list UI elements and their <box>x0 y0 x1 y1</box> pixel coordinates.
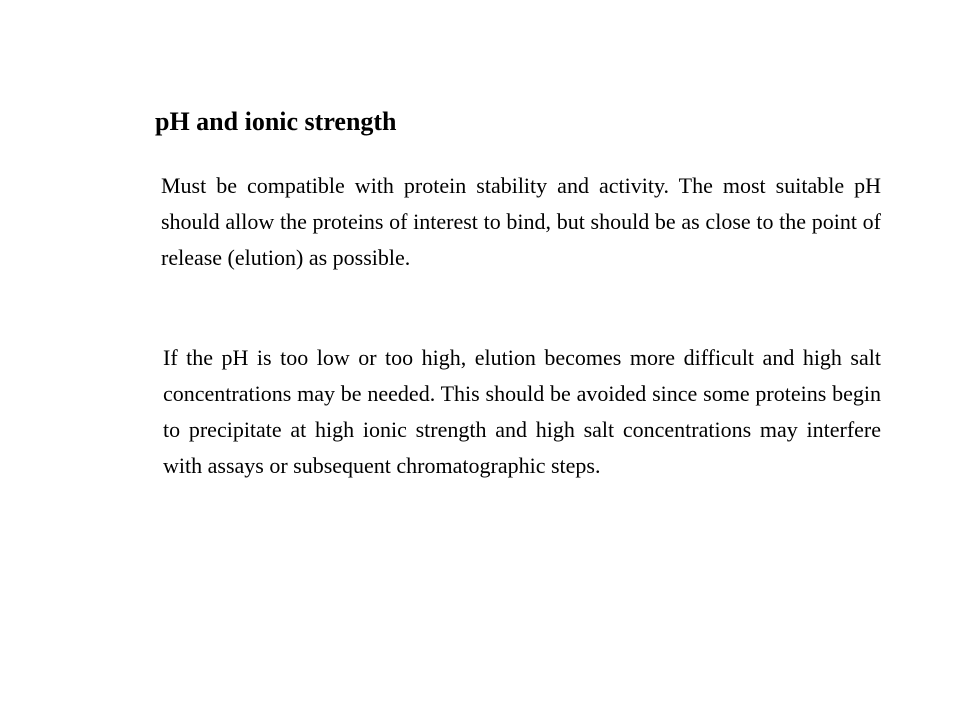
slide-heading: pH and ionic strength <box>155 107 397 136</box>
paragraph-ph-extremes: If the pH is too low or too high, elution becomes more difficult and high salt concentrations may be needed. This should be avoided since some proteins begin to precipitate at high ionic strength and high salt concentrations may interfere with assays or subsequent chromatographic steps. <box>163 345 881 478</box>
paragraph-compatibility: Must be compatible with protein stability and activity. The most suitable pH should allow the proteins of interest to bind, but should be as close to the point of release (elution) as possible. <box>161 173 881 270</box>
